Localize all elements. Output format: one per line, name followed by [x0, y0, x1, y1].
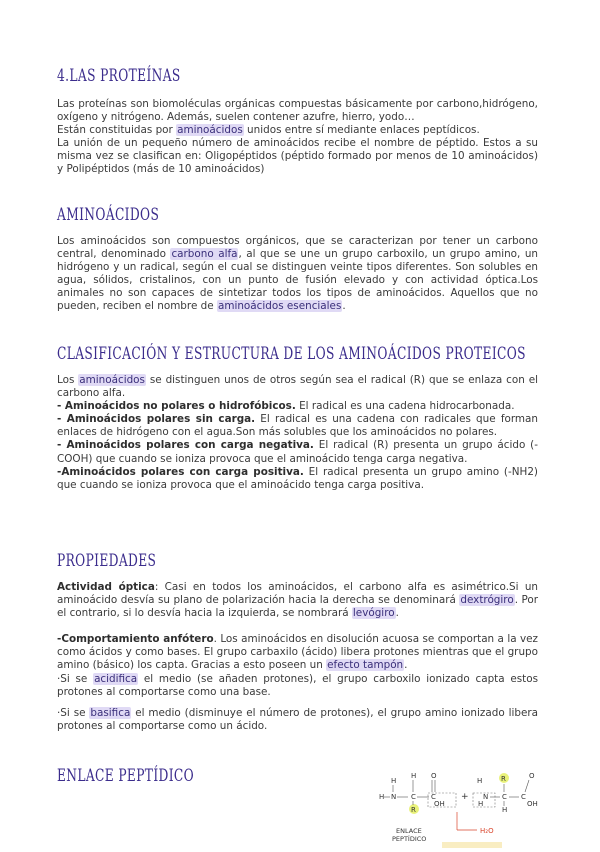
svg-text:O: O — [431, 772, 437, 780]
svg-text:PEPTÍDICO: PEPTÍDICO — [392, 835, 427, 843]
svg-text:H₂O: H₂O — [480, 827, 494, 835]
svg-text:N: N — [483, 793, 489, 801]
highlight: basifica — [90, 706, 131, 719]
heading-propiedades: PROPIEDADES — [57, 551, 157, 571]
heading-aminoacidos: AMINOÁCIDOS — [57, 205, 160, 225]
svg-text:H: H — [379, 793, 385, 801]
svg-text:H: H — [391, 777, 397, 785]
svg-text:H: H — [502, 806, 508, 814]
highlight: aminoácidos esenciales — [217, 300, 342, 313]
svg-text:H: H — [477, 777, 483, 785]
peptide-bond-diagram — [379, 762, 552, 848]
paragraph: -Comportamiento anfótero. Los aminoácidos en disolución acuosa se comportan a la vez como ácidos y como bases. El grupo carbaxilo (ácido) libera protones mientras que el grupo amino (básico) los capta. Gracias a esto poseen un efecto tampón. — [57, 633, 539, 672]
paragraph: Actividad óptica: Casi en todos los aminoácidos, el carbono alfa es asimétrico.Si un aminoácido desvía su plano de polarización hacia la derecha se denominará dextrógiro. Por el contrario, si lo desvía hacia la izquierda, se nombrará levógiro. — [57, 581, 538, 620]
svg-text:ENLACE: ENLACE — [396, 827, 422, 835]
paragraph: Las proteínas son biomoléculas orgánicas compuestas básicamente por carbono,hidrógeno, oxígeno y nitrógeno. Además, suelen contener azufre, hierro, yodo… — [57, 98, 538, 124]
section-aminoacidos — [57, 235, 538, 314]
heading-proteinas: 4.LAS PROTEÍNAS — [57, 66, 181, 86]
svg-text:OH: OH — [434, 800, 445, 808]
svg-text:N: N — [391, 793, 397, 801]
svg-text:OH: OH — [527, 800, 538, 808]
svg-text:H: H — [411, 772, 417, 780]
heading-clasificacion: CLASIFICACIÓN Y ESTRUCTURA DE LOS AMINOÁCIDOS PROTEICOS — [57, 344, 526, 364]
highlight: carbono alfa — [171, 248, 238, 261]
paragraph: Los aminoácidos son compuestos orgánicos, que se caracterizan por tener un carbono central, denominado carbono alfa, al que se une un grupo carboxilo, un grupo amino, un hidrógeno y un radical, según el cual se distinguen veinte tipos diferentes. Son solubles en agua, sólidos, cristalinos, con un punto de fusión elevado y con actividad óptica.Los animales no son capaces de sintetizar todos los tipos de aminoácidos. Aquellos que no pueden, reciben el nombre de aminoácidos esenciales. — [57, 235, 538, 313]
section-propiedades — [57, 581, 538, 733]
heading-enlace-peptidico: ENLACE PEPTÍDICO — [57, 766, 195, 786]
svg-text:H: H — [478, 800, 484, 808]
highlight: acidifica — [94, 672, 138, 685]
paragraph: - Aminoácidos polares con carga negativa. El radical (R) presenta un grupo ácido (-COOH) que cuando se ioniza provoca que el aminoácido tenga carga negativa. — [57, 439, 538, 465]
highlight: levógiro — [352, 607, 395, 620]
svg-text:C: C — [411, 793, 416, 801]
svg-text:+: + — [461, 792, 469, 802]
paragraph: -Aminoácidos polares con carga positiva. El radical presenta un grupo amino (-NH2) que cuando se ioniza provoca que el aminoácido tenga carga positiva. — [57, 465, 538, 491]
paragraph: La unión de un pequeño número de aminoácidos recibe el nombre de péptido. Estos a su misma vez se clasifican en: Oligopéptidos (péptido formado por menos de 10 aminoácidos) y Polipéptidos (más de 10 aminoácidos) — [57, 137, 538, 176]
highlight: aminoácidos — [79, 374, 145, 386]
paragraph: Los aminoácidos se distinguen unos de otros según sea el radical (R) que se enlaza con el carbono alfa. — [57, 374, 539, 400]
paragraph: - Aminoácidos no polares o hidrofóbicos. El radical es una cadena hidrocarbonada. — [57, 400, 515, 413]
svg-text:C: C — [502, 793, 507, 801]
section-clasificacion — [57, 374, 538, 492]
paragraph: - Aminoácidos polares sin carga. El radical es una cadena con radicales que forman enlaces de hidrógeno con el agua.Son más solubles que los aminoácidos no polares. — [57, 413, 539, 439]
svg-text:R: R — [411, 806, 416, 814]
paragraph: ·Si se acidifica el medio (se añaden protones), el grupo carboxilo ionizado capta estos protones al comportarse como una base. — [57, 672, 538, 698]
svg-text:O: O — [529, 772, 535, 780]
svg-text:C: C — [431, 793, 436, 801]
highlight: efecto tampón — [327, 659, 404, 672]
svg-text:C: C — [521, 793, 526, 801]
paragraph: Están constituidas por aminoácidos unidos entre sí mediante enlaces peptídicos. — [57, 124, 480, 137]
paragraph: ·Si se basifica el medio (disminuye el número de protones), el grupo amino ionizado libera protones al comportarse como un ácido. — [57, 706, 538, 732]
highlight: aminoácidos — [177, 124, 243, 137]
highlight: dextrógiro — [460, 594, 514, 607]
svg-text:R: R — [501, 775, 506, 783]
section-proteinas — [57, 98, 538, 177]
